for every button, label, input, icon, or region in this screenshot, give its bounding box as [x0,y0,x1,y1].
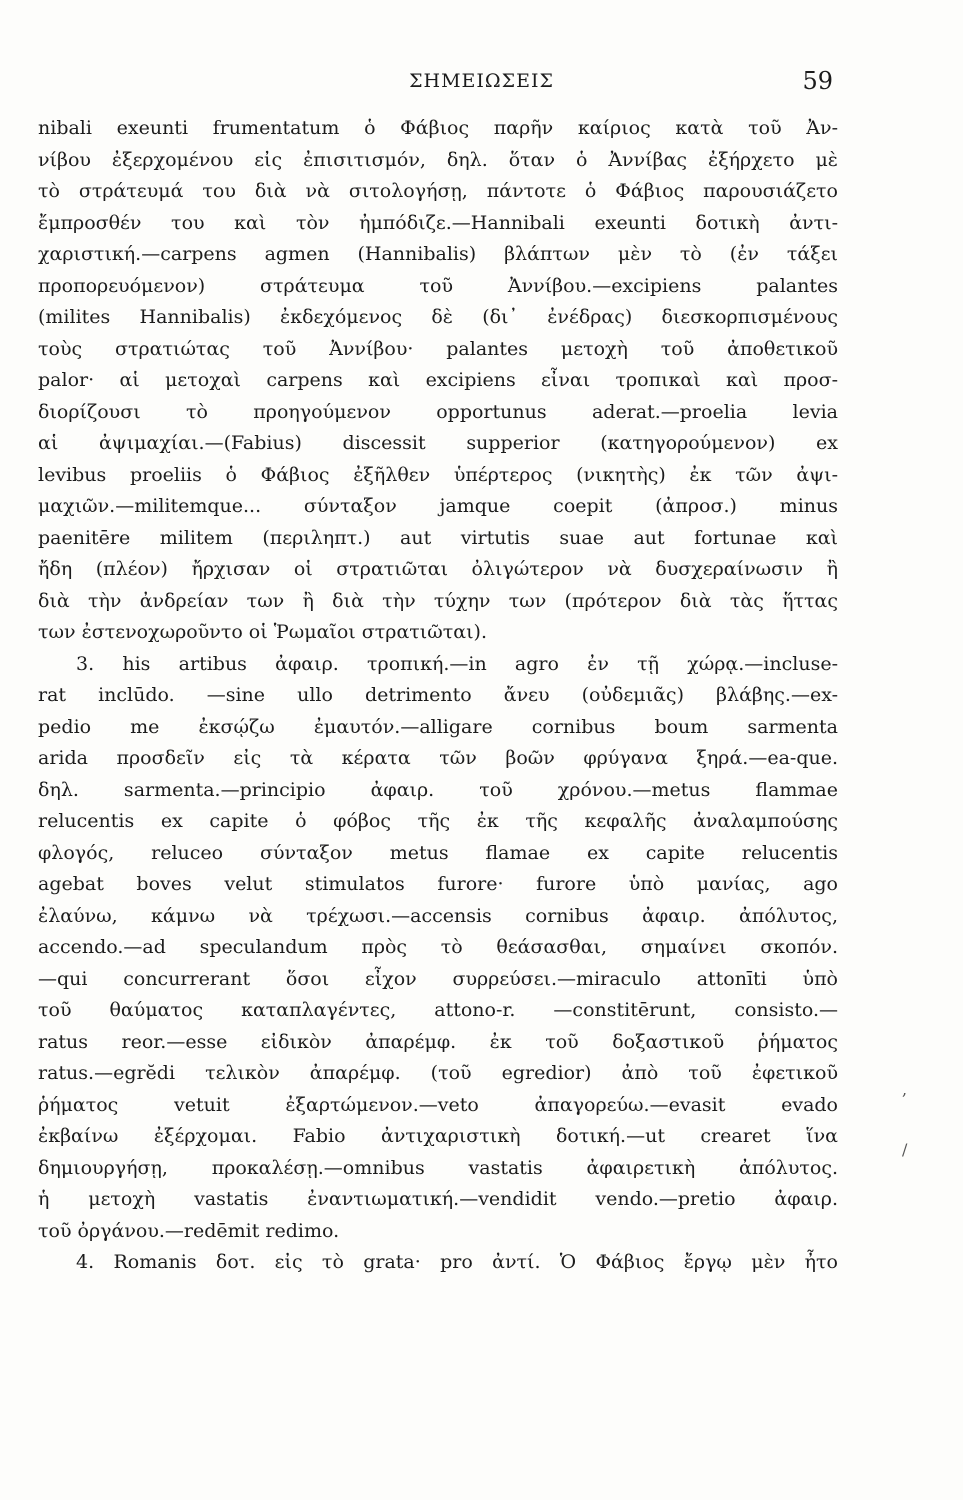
text-line: pedio me ἐκσῴζω ἐμαυτόν.—alligare cornibus boum sarmenta [38,715,838,738]
text-line: διὰ τὴν ἀνδρείαν των ἢ διὰ τὴν τύχην των (πρότερον διὰ τὰς ἥττας [38,589,838,612]
text-line: δημιουργήσῃ, προκαλέσῃ.—omnibus vastatis ἀφαιρετικὴ ἀπόλυτος. [38,1156,838,1179]
text-line: agebat boves velut stimulatos furore· furore ὑπὸ μανίας, ago [38,873,838,895]
text-line: διορίζουσι τὸ προηγούμενον opportunus aderat.—proelia levia [38,400,838,423]
text-line: χαριστική.—carpens agmen (Hannibalis) βλάπτων μὲν τὸ (ἐν τάξει [38,243,838,265]
notes-body [38,113,838,1279]
text-line: —qui concurrerant ὅσοι εἶχον συρρεύσει.—miraculo attonīti ὑπὸ [38,967,838,990]
text-line: ἔμπροσθέν του καὶ τὸν ἠμπόδιζε.—Hannibali exeunti δοτικὴ ἀντι- [38,211,838,234]
text-line: μαχιῶν.—militemque... σύνταξον jamque coepit (ἀπροσ.) minus [38,495,838,517]
text-line: paenitēre militem (περιληπτ.) aut virtutis suae aut fortunae καὶ [38,526,838,549]
text-line: arida προσδεῖν εἰς τὰ κέρατα τῶν βοῶν φρύγανα ξηρά.—ea-que. [38,747,838,769]
text-line: relucentis ex capite ὁ φόβος τῆς ἐκ τῆς κεφαλῆς ἀναλαμπούσης [38,810,838,832]
text-line: δηλ. sarmenta.—principio ἀφαιρ. τοῦ χρόνου.—metus flammae [38,778,838,801]
text-line: ἐκβαίνω ἐξέρχομαι. Fabio ἀντιχαριστικὴ δοτική.—ut crearet ἵνα [38,1125,838,1147]
page-number: 59 [802,67,833,95]
margin-mark: , [902,1080,908,1099]
text-line: αἱ ἀψιμαχίαι.—(Fabius) discessit supperior (κατηγορούμενον) ex [38,432,838,454]
text-line: προπορευόμενον) στράτευμα τοῦ Ἀννίβου.—excipiens palantes [38,274,838,297]
text-line: τοὺς στρατιώτας τοῦ Ἀννίβου· palantes μετοχὴ τοῦ ἀποθετικοῦ [38,337,838,360]
text-line: τὸ στράτευμά του διὰ νὰ σιτολογήσῃ, πάντοτε ὁ Φάβιος παρουσιάζετο [38,180,838,202]
text-line: nibali exeunti frumentatum ὁ Φάβιος παρῆν καίριος κατὰ τοῦ Ἀν- [38,117,838,139]
margin-mark: / [902,1140,908,1159]
text-line: των ἐστενοχωροῦντο οἱ Ῥωμαῖοι στρατιῶται). [38,621,487,643]
text-line: νίβου ἐξερχομένου εἰς ἐπισιτισμόν, δηλ. ὅταν ὁ Ἀννίβας ἐξήρχετο μὲ [38,148,838,171]
text-line: ἡ μετοχὴ vastatis ἐναντιωματική.—vendidit vendo.—pretio ἀφαιρ. [38,1188,838,1210]
text-line: rat inclūdo. —sine ullo detrimento ἄνευ (οὐδεμιᾶς) βλάβης.—ex- [38,684,838,706]
text-line: ἤδη (πλέον) ἤρχισαν οἱ στρατιῶται ὀλιγώτερον νὰ δυσχεραίνωσιν ἢ [38,558,838,580]
text-line: ῥήματος vetuit ἐξαρτώμενον.—veto ἀπαγορεύω.—evasit evado [38,1093,838,1116]
text-line: ἐλαύνω, κάμνω νὰ τρέχωσι.—accensis cornibus ἀφαιρ. ἀπόλυτος, [38,904,838,927]
text-line: accendo.—ad speculandum πρὸς τὸ θεάσασθαι, σημαίνει σκοπόν. [38,936,838,958]
page-header-title: ΣΗΜΕΙΩΣΕΙΣ [409,70,554,92]
text-line: τοῦ ὀργάνου.—redēmit redimo. [38,1219,340,1242]
text-line: φλογός, reluceo σύνταξον metus flamae ex capite relucentis [38,841,838,864]
running-head [0,66,963,96]
text-line: ratus reor.—esse εἰδικὸν ἀπαρέμφ. ἐκ τοῦ δοξαστικοῦ ῥήματος [38,1030,838,1053]
text-line: 4. Romanis δοτ. εἰς τὸ grata· pro ἀντί. Ὁ Φάβιος ἔργῳ μὲν ἦτο [76,1251,838,1273]
text-line: τοῦ θαύματος καταπλαγέντες, attono-r. —constitērunt, consisto.— [38,999,838,1021]
text-line: (milites Hannibalis) ἐκδεχόμενος δὲ (δι᾽ ἐνέδρας) διεσκορπισμένους [38,306,838,328]
text-line: palor· αἱ μετοχαὶ carpens καὶ excipiens εἶναι τροπικαὶ καὶ προσ- [38,369,838,391]
text-line: 3. his artibus ἀφαιρ. τροπική.—in agro ἐν τῇ χώρᾳ.—incluse- [76,652,838,675]
text-line: ratus.—egrĕdi τελικὸν ἀπαρέμφ. (τοῦ egredior) ἀπὸ τοῦ ἐφετικοῦ [38,1062,838,1084]
text-line: levibus proeliis ὁ Φάβιος ἐξῆλθεν ὑπέρτερος (νικητὴς) ἐκ τῶν ἀψι- [38,463,838,486]
